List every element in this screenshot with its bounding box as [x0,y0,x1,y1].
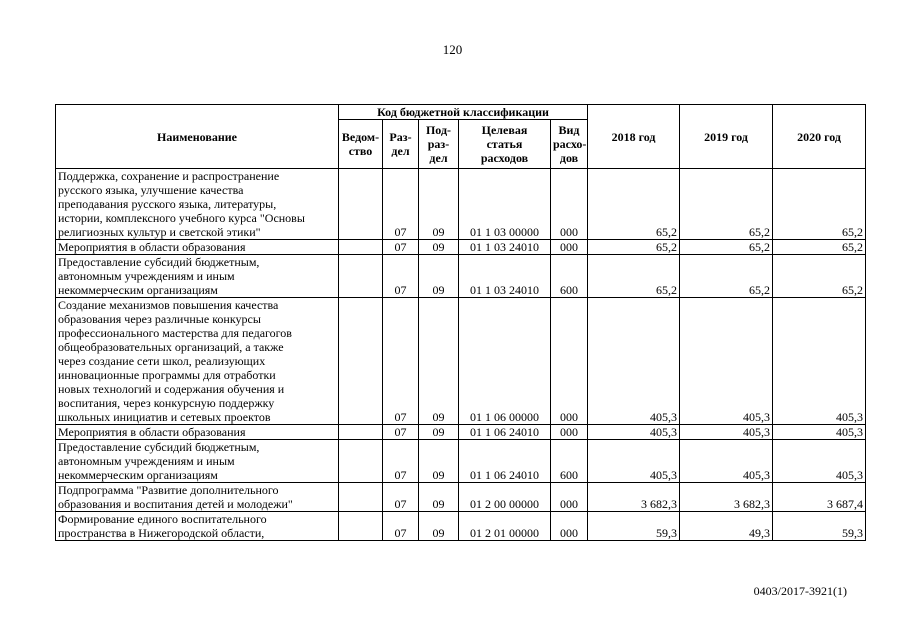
table-row [56,512,866,541]
row-name-line: некоммерческим организациям [58,468,218,482]
department-cell [339,240,383,255]
department-cell [339,298,383,425]
amount-2018-cell: 65,2 [588,255,680,298]
row-name-line: русского языка, улучшение качества [58,183,244,197]
row-name-cell [56,255,339,298]
header-target-article: Целевая статья расходов [459,120,551,169]
header-section: Раз- дел [383,120,419,169]
row-name-line: Мероприятия в области образования [58,240,246,254]
row-name-line: Предоставление субсидий бюджетным, [58,255,260,269]
table-row [56,483,866,512]
target-article-cell: 01 2 00 00000 [459,483,551,512]
row-name-cell [56,512,339,541]
row-name-line: пространства в Нижегородской области, [58,526,265,540]
target-article-cell: 01 1 06 00000 [459,298,551,425]
amount-2019-cell: 405,3 [680,425,773,440]
amount-2018-cell: 405,3 [588,425,680,440]
subsection-cell: 09 [419,298,459,425]
section-cell: 07 [383,240,419,255]
table-row [56,255,866,298]
amount-2019-cell: 405,3 [680,298,773,425]
header-classification-code: Код бюджетной классификации [339,105,588,120]
section-cell: 07 [383,255,419,298]
expense-type-cell: 000 [551,169,588,240]
amount-2018-cell: 3 682,3 [588,483,680,512]
row-name-line: Формирование единого воспитательного [58,512,267,526]
row-name-cell [56,440,339,483]
subsection-cell: 09 [419,483,459,512]
header-subsection: Под- раз- дел [419,120,459,169]
section-cell: 07 [383,298,419,425]
subsection-cell: 09 [419,512,459,541]
row-name-line: преподавания русского языка, литературы, [58,197,277,211]
row-name-line: истории, комплексного учебного курса "Основы [58,211,305,225]
target-article-cell: 01 1 03 24010 [459,255,551,298]
row-name-line: Поддержка, сохранение и распространение [58,169,280,183]
target-article-cell: 01 1 03 00000 [459,169,551,240]
header-2020: 2020 год [773,105,866,169]
subsection-cell: 09 [419,425,459,440]
expense-type-cell: 000 [551,512,588,541]
amount-2019-cell: 405,3 [680,440,773,483]
department-cell [339,425,383,440]
amount-2019-cell: 65,2 [680,169,773,240]
row-name-cell [56,240,339,255]
department-cell [339,512,383,541]
subsection-cell: 09 [419,169,459,240]
section-cell: 07 [383,425,419,440]
row-name-cell [56,425,339,440]
amount-2019-cell: 65,2 [680,240,773,255]
section-cell: 07 [383,483,419,512]
section-cell: 07 [383,512,419,541]
row-name-line: общеобразовательных организаций, а также [58,340,284,354]
row-name-line: инновационные программы для отработки [58,368,276,382]
department-cell [339,169,383,240]
amount-2018-cell: 59,3 [588,512,680,541]
subsection-cell: 09 [419,240,459,255]
amount-2020-cell: 405,3 [773,298,866,425]
table-row [56,240,866,255]
amount-2020-cell: 405,3 [773,440,866,483]
target-article-cell: 01 2 01 00000 [459,512,551,541]
expense-type-cell: 600 [551,255,588,298]
amount-2018-cell: 65,2 [588,240,680,255]
row-name-cell [56,169,339,240]
amount-2020-cell: 59,3 [773,512,866,541]
expense-type-cell: 000 [551,425,588,440]
amount-2020-cell: 405,3 [773,425,866,440]
target-article-cell: 01 1 06 24010 [459,425,551,440]
document-code: 0403/2017-3921(1) [753,584,847,598]
amount-2019-cell: 3 682,3 [680,483,773,512]
subsection-cell: 09 [419,440,459,483]
amount-2020-cell: 65,2 [773,169,866,240]
row-name-line: Создание механизмов повышения качества [58,298,279,312]
row-name-line: автономным учреждениям и иным [58,454,235,468]
header-department: Ведом- ство [339,120,383,169]
row-name-line: воспитания, через конкурсную поддержку [58,396,275,410]
expense-type-cell: 000 [551,298,588,425]
header-name: Наименование [56,105,339,169]
header-expense-type: Вид расхо- дов [551,120,588,169]
amount-2020-cell: 65,2 [773,240,866,255]
subsection-cell: 09 [419,255,459,298]
target-article-cell: 01 1 03 24010 [459,240,551,255]
row-name-line: новых технологий и содержания обучения и [58,382,285,396]
amount-2020-cell: 65,2 [773,255,866,298]
row-name-line: профессионального мастерства для педагогов [58,326,292,340]
table-row [56,298,866,425]
page-number: 120 [442,42,463,57]
row-name-line: школьных инициатив и сетевых проектов [58,410,271,424]
table-row [56,425,866,440]
row-name-line: Подпрограмма "Развитие дополнительного [58,483,279,497]
expense-type-cell: 600 [551,440,588,483]
amount-2020-cell: 3 687,4 [773,483,866,512]
department-cell [339,255,383,298]
row-name-line: образования через различные конкурсы [58,312,261,326]
row-name-line: религиозных культур и светской этики" [58,225,261,239]
row-name-line: образования и воспитания детей и молодежи" [58,497,293,511]
row-name-line: Предоставление субсидий бюджетным, [58,440,260,454]
row-name-line: некоммерческим организациям [58,283,218,297]
header-2018: 2018 год [588,105,680,169]
header-2019: 2019 год [680,105,773,169]
row-name-cell [56,298,339,425]
department-cell [339,483,383,512]
row-name-line: через создание сети школ, реализующих [58,354,266,368]
expense-type-cell: 000 [551,483,588,512]
amount-2019-cell: 49,3 [680,512,773,541]
amount-2018-cell: 405,3 [588,440,680,483]
amount-2019-cell: 65,2 [680,255,773,298]
table-row [56,440,866,483]
department-cell [339,440,383,483]
section-cell: 07 [383,440,419,483]
table-body [56,169,866,541]
row-name-line: Мероприятия в области образования [58,425,246,439]
expense-type-cell: 000 [551,240,588,255]
section-cell: 07 [383,169,419,240]
row-name-cell [56,483,339,512]
table-row [56,169,866,240]
target-article-cell: 01 1 06 24010 [459,440,551,483]
amount-2018-cell: 65,2 [588,169,680,240]
budget-table [55,104,866,541]
amount-2018-cell: 405,3 [588,298,680,425]
row-name-line: автономным учреждениям и иным [58,269,235,283]
